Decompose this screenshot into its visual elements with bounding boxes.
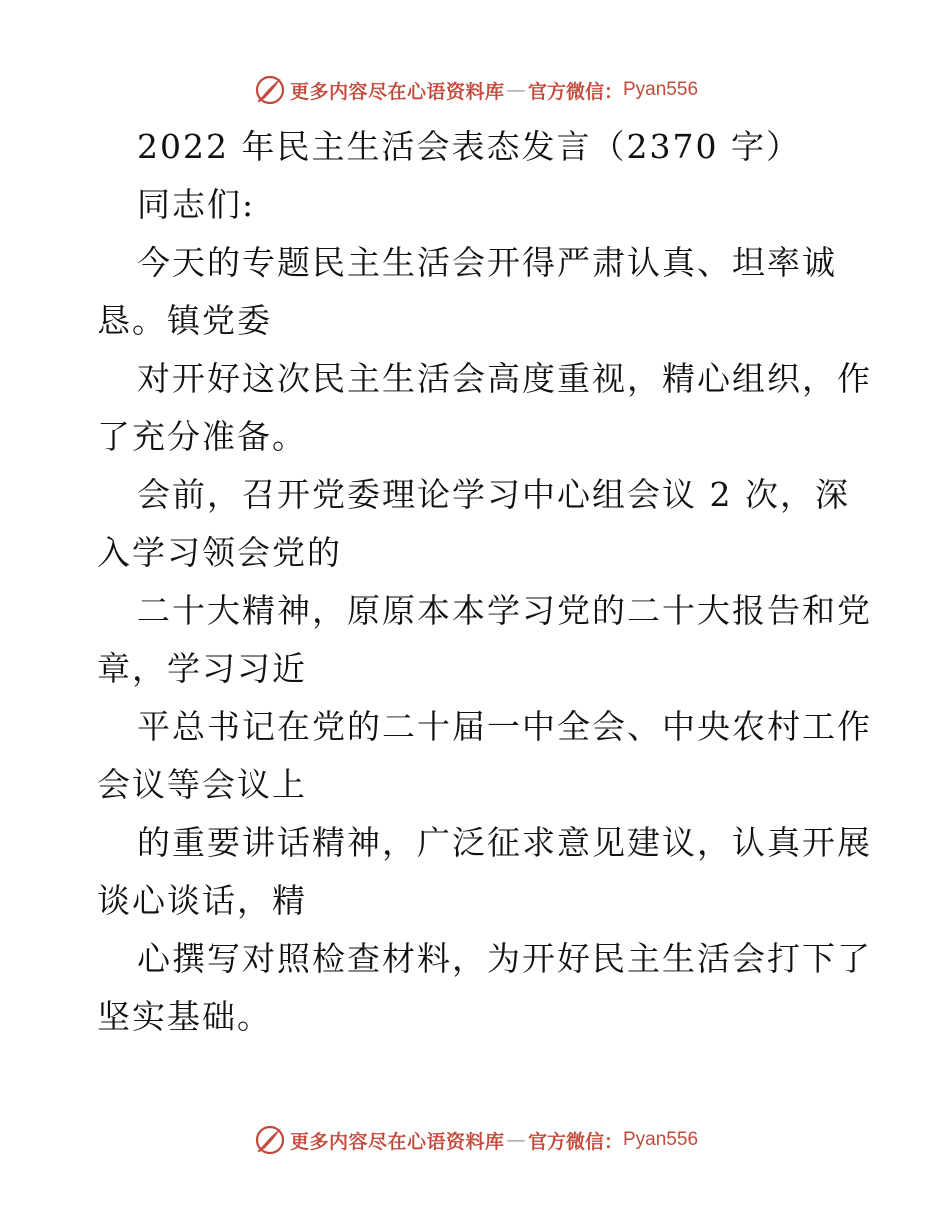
watermark-dash: — [506,79,526,101]
watermark-contact-label: 官方微信： [527,1130,623,1153]
document-body [97,118,872,1046]
document-text-line: 入学习领会党的 [97,533,342,572]
document-text-line: 会前，召开党委理论学习中心组会议 2 次，深 [137,475,850,514]
watermark-contact-label: 官方微信： [527,80,623,103]
quill-seal-icon [252,1122,288,1158]
watermark-dash: — [506,1129,526,1151]
document-title: 2022 年民主生活会表态发言（2370 字） [137,127,801,166]
document-text-line: 对开好这次民主生活会高度重视，精心组织，作 [137,359,872,398]
document-text-line: 同志们: [137,185,256,224]
document-text-line: 恳。镇党委 [97,301,272,340]
watermark-text: 更多内容尽在心语资料库 [289,80,505,103]
document-text-line: 会议等会议上 [97,765,307,804]
footer-watermark-banner [0,1120,950,1160]
document-text-line: 平总书记在党的二十届一中全会、中央农村工作 [137,707,872,746]
document-text-line: 今天的专题民主生活会开得严肃认真、坦率诚 [137,243,837,282]
document-text-line: 章，学习习近 [97,649,307,688]
document-text-line: 二十大精神，原原本本学习党的二十大报告和党 [137,591,872,630]
document-text-line: 了充分准备。 [97,417,307,456]
header-watermark-banner [0,70,950,110]
document-text-line: 心撰写对照检查材料，为开好民主生活会打下了 [137,939,872,978]
watermark-contact-id: Pyan556 [623,1129,699,1150]
watermark-text: 更多内容尽在心语资料库 [289,1130,505,1153]
document-text-line: 坚实基础。 [97,997,272,1036]
quill-seal-icon [252,72,288,108]
document-text-line: 的重要讲话精神，广泛征求意见建议，认真开展 [137,823,872,862]
document-text-line: 谈心谈话，精 [97,881,307,920]
watermark-contact-id: Pyan556 [623,79,699,100]
